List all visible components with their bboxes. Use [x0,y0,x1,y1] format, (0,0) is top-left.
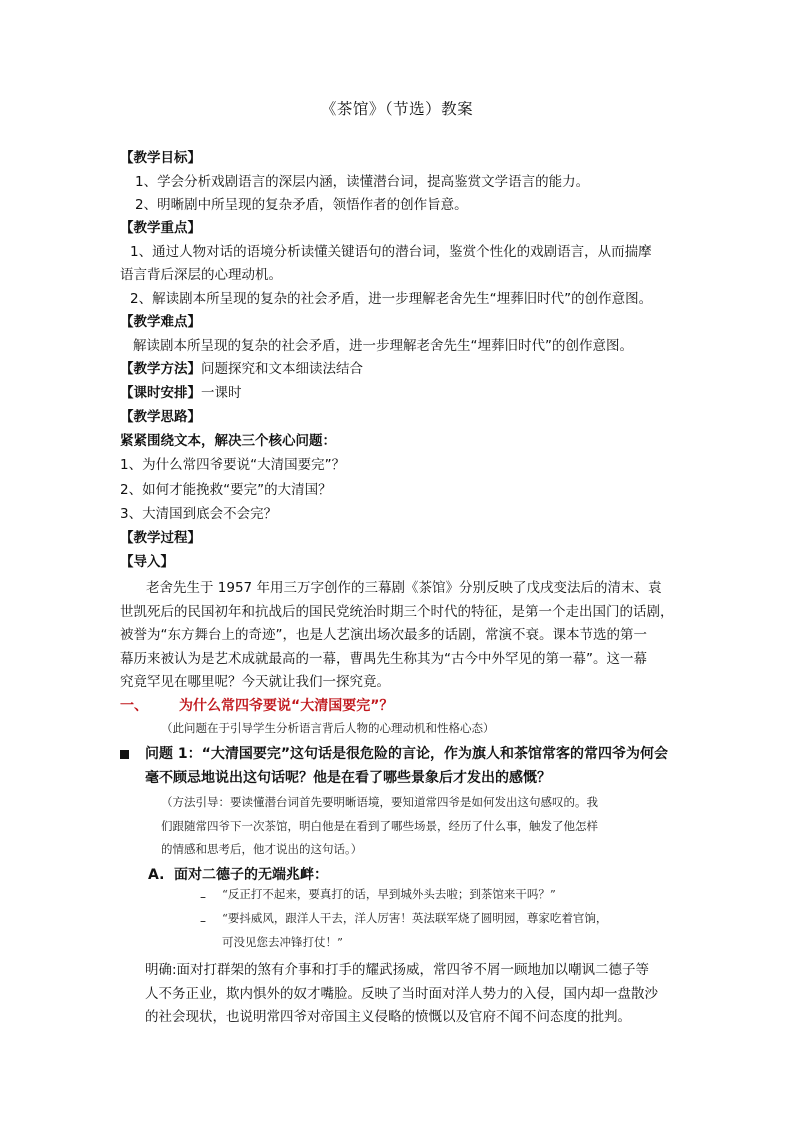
clarification-line-2: 人不务正业，欺内惧外的奴才嘴脸。反映了当时面对洋人势力的入侵，国内却一盘散沙 [145,985,658,1002]
core-question-2: 2、如何才能挽救“要完”的大清国？ [120,482,332,498]
intro-line-5: 究竟罕见在哪里呢？今天就让我们一探究竟。 [120,674,390,690]
square-bullet-icon [120,750,129,759]
clarification-paragraph [145,959,675,1030]
key-point-2: 2、解读剧本所呈现的复杂的社会矛盾，进一步理解老舍先生“埋葬旧时代”的创作意图。 [130,291,653,307]
question-1-line-a: 问题 1：“大清国要完”这句话是很危险的言论，作为旗人和茶馆常客的常四爷为何会 [145,746,669,762]
method-guide-line-1: （方法引导：要读懂潜台词首先要明晰语境，要知道常四爷是如何发出这句感叹的。我 [161,795,598,809]
question-1-line-b: 毫不顾忌地说出这句话呢？他是在看了哪些景象后才发出的感慨？ [145,769,551,786]
time-row [120,384,242,402]
heading-process: 【教学过程】 [120,530,201,546]
heading-ideas: 【教学思路】 [120,409,201,425]
quote-2 [222,907,607,954]
intro-paragraph [120,577,680,695]
intro-line-3: 被誉为“东方舞台上的奇迹”，也是人艺演出场次最多的话剧，常演不衰。课本节选的第一 [120,627,647,643]
goal-2: 2、明晰剧中所呈现的复杂矛盾，领悟作者的创作旨意。 [135,197,468,213]
section-1-number: 一、 [120,698,148,714]
intro-line-2: 世凯死后的民国初年和抗战后的国民党统治时期三个时代的特征，是第一个走出国门的话剧， [120,603,674,620]
core-question-3: 3、大清国到底会不会完？ [120,506,278,522]
time-value: 一课时 [201,385,242,401]
intro-line-1: 老舍先生于 1957 年用三万字创作的三幕剧《茶馆》分别反映了戊戌变法后的清末、袁 [146,580,662,596]
method-guide-line-3: 的情感和思考后，他才说出的这句话。） [161,842,363,856]
goal-1: 1、学会分析戏剧语言的深层内涵，读懂潜台词，提高鉴赏文学语言的能力。 [135,174,590,190]
heading-methods: 【教学方法】 [120,361,201,377]
core-question-1: 1、为什么常四爷要说“大清国要完”？ [120,457,346,473]
method-guide [161,791,687,862]
heading-key-points: 【教学重点】 [120,220,201,236]
subpoint-a-title: 面对二德子的无端兆衅： [174,867,328,883]
heading-intro: 【导入】 [120,554,174,570]
section-1-title: 为什么常四爷要说“大清国要完”？ [179,698,394,714]
clarification-line-1: 明确:面对打群架的煞有介事和打手的耀武扬威，常四爷不屑一顾地加以嘲讽二德子等 [145,962,650,978]
intro-line-4: 幕历来被认为是艺术成就最高的一幕，曹禺先生称其为“古今中外罕见的第一幕”。这一幕 [120,650,647,667]
question-1 [145,743,685,790]
method-guide-line-2: 们跟随常四爷下一次茶馆，明白他是在看到了哪些场景，经历了什么事，触发了他怎样 [161,818,598,833]
dash-bullet-icon: – [200,890,206,904]
quote-2-line-a: “要抖威风，跟洋人干去，洋人厉害！英法联军烧了圆明园，尊家吃着官饷， [222,911,608,925]
dash-bullet-icon: – [200,914,206,928]
methods-row [120,360,363,378]
clarification-line-3: 的社会现状，也说明常四爷对帝国主义侵略的愤慨以及官府不闻不问态度的批判。 [145,1009,631,1025]
key-point-1a: 1、通过人物对话的语境分析读懂关键语句的潜台词，鉴赏个性化的戏剧语言，从而揣摩 [130,244,652,260]
subpoint-a-label: A. [148,867,165,883]
heading-goals: 【教学目标】 [120,150,201,166]
page-title: 《茶馆》（节选）教案 [320,100,474,118]
key-point-1b: 语言背后深层的心理动机。 [120,267,282,283]
difficulty-1: 解读剧本所呈现的复杂的社会矛盾，进一步理解老舍先生“埋葬旧时代”的创作意图。 [133,338,633,354]
quote-2-line-b: 可没见您去冲锋打仗！” [222,934,343,949]
methods-value: 问题探究和文本细读法结合 [201,361,363,377]
section-1-note: （此问题在于引导学生分析语言背后人物的心理动机和性格心态） [161,721,495,735]
quote-1: “反正打不起来，要真打的话，早到城外头去啦；到茶馆来干吗？” [222,887,556,901]
heading-difficulties: 【教学难点】 [120,314,201,330]
heading-time: 【课时安排】 [120,385,201,401]
core-questions-intro: 紧紧围绕文本，解决三个核心问题： [120,433,336,449]
